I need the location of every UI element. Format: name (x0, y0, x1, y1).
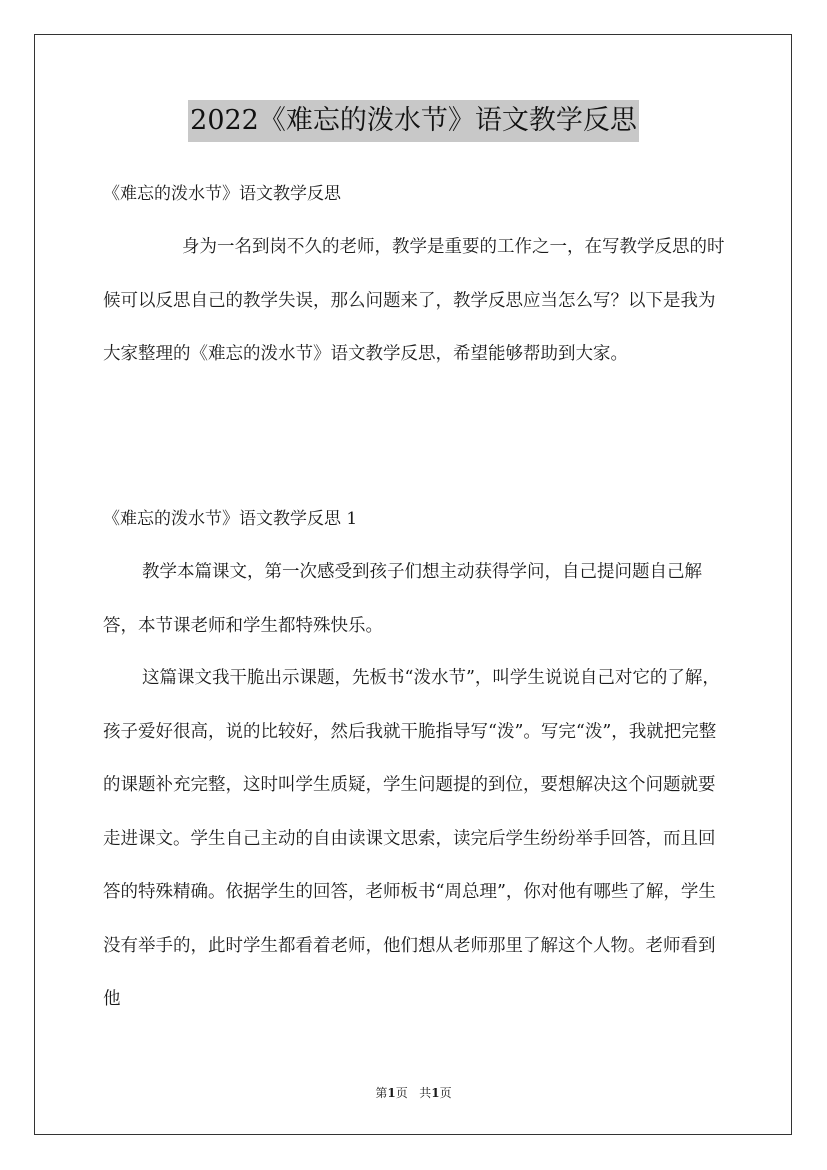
footer-page-suffix: 页 (395, 1086, 408, 1100)
footer-total-prefix: 共 (419, 1086, 432, 1100)
document-title: 2022《难忘的泼水节》语文教学反思 (188, 100, 639, 142)
footer-page-number: 1 (387, 1086, 396, 1100)
document-subtitle: 《难忘的泼水节》语文教学反思 (103, 184, 341, 204)
footer-page-prefix: 第 (375, 1086, 388, 1100)
body-paragraph-2: 这篇课文我干脆出示课题，先板书“泼水节”，叫学生说说自己对它的了解，孩子爱好很高，说的比较好，然后我就干脆指导写“泼”。写完“泼”，我就把完整的课题补充完整，这时叫学生质疑，学生问题提的到位，要想解决这个问题就要走进课文。学生自己主动的自由读课文思索，读完后学生纷纷举手回答，而且回答的特殊精确。依据学生的回答，老师板书“周总理”，你对他有哪些了解，学生没有举手的，此时学生都看着老师，他们想从老师那里了解这个人物。老师看到他 (103, 668, 720, 1009)
footer-total-suffix: 页 (439, 1086, 452, 1100)
section-heading: 《难忘的泼水节》语文教学反思 1 (103, 509, 358, 529)
page-footer (0, 1085, 827, 1101)
intro-paragraph: 身为一名到岗不久的老师，教学是重要的工作之一，在写教学反思的时候可以反思自己的教学失误，那么问题来了，教学反思应当怎么写？以下是我为大家整理的《难忘的泼水节》语文教学反思，希望能够帮助到大家。 (103, 237, 725, 364)
body-paragraph-1: 教学本篇课文，第一次感受到孩子们想主动获得学问，自己提问题自己解答，本节课老师和学生都特殊快乐。 (103, 562, 702, 636)
title-container (0, 100, 827, 142)
footer-total-number: 1 (431, 1086, 440, 1100)
